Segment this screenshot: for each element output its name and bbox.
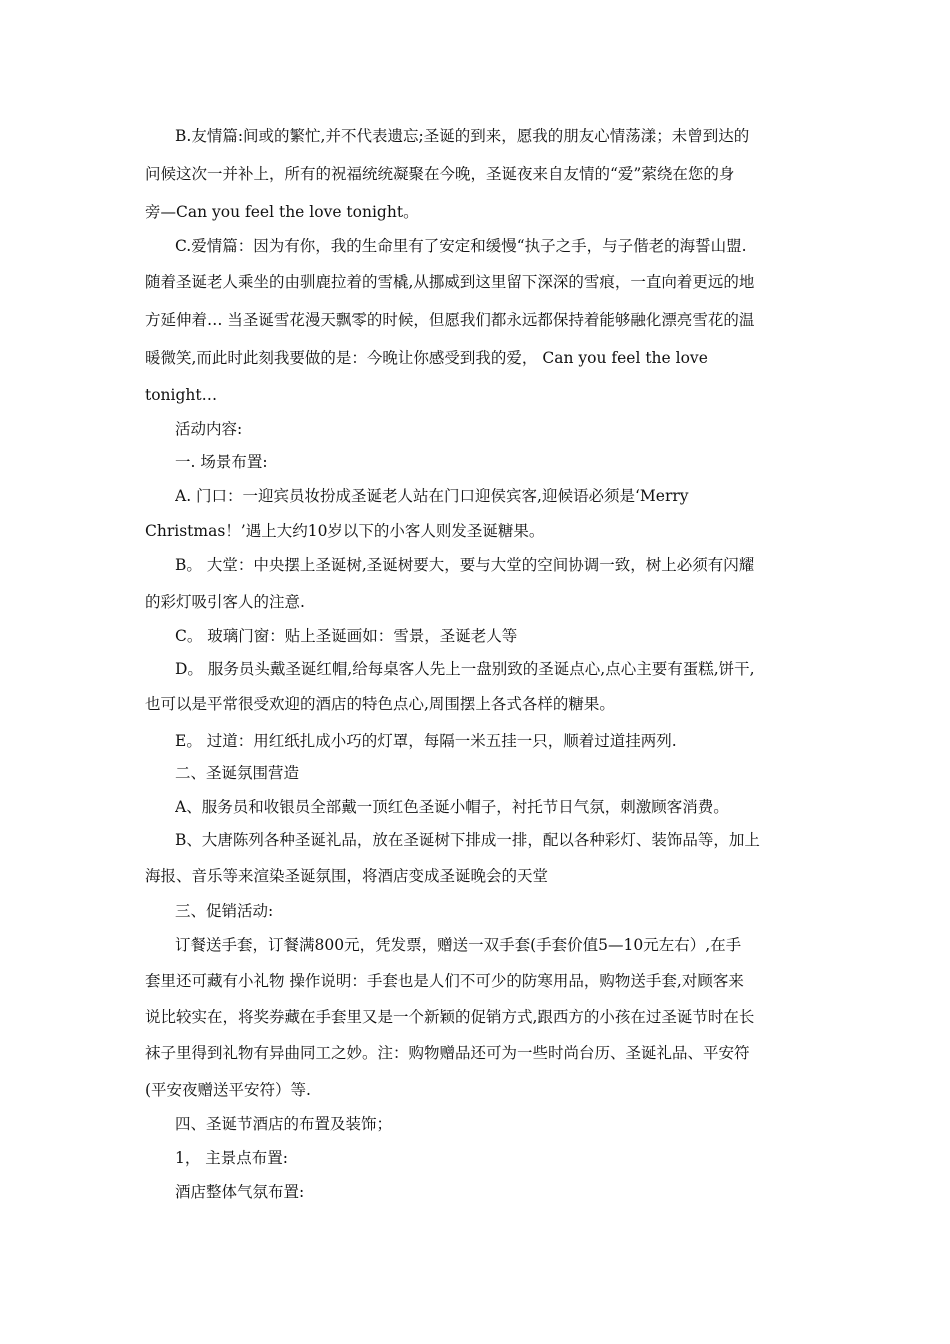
item-c-glass-doors: C。 玻璃门窗：贴上圣诞画如：雪景，圣诞老人等	[175, 627, 518, 645]
paragraph-love-line-4: 暖微笑,而此时此刻我要做的是：今晚让你感受到我的爱， Can you feel the love	[145, 349, 708, 367]
paragraph-gloves-line-1: 订餐送手套，订餐满800元，凭发票，赠送一双手套(手套价值5—10元左右）,在手	[175, 936, 742, 954]
paragraph-friendship-line-2: 问候这次一并补上，所有的祝福统统凝聚在今晚，圣诞夜来自友情的“爱”萦绕在您的身	[145, 165, 735, 183]
item-main-scene: 1， 主景点布置:	[175, 1149, 289, 1167]
item-overall-atmosphere: 酒店整体气氛布置:	[175, 1183, 305, 1201]
paragraph-love-line-1: C.爱情篇：因为有你，我的生命里有了安定和缓慢“执子之手，与子偕老的海誓山盟.	[175, 237, 747, 255]
paragraph-friendship-line-1: B.友情篇:间或的繁忙,并不代表遗忘;圣诞的到来，愿我的朋友心情荡漾；未曾到达的	[175, 127, 750, 145]
heading-hotel-decoration: 四、圣诞节酒店的布置及装饰；	[175, 1115, 393, 1133]
item-b-lobby-line-2: 的彩灯吸引客人的注意.	[145, 593, 305, 611]
paragraph-gloves-line-2: 套里还可藏有小礼物 操作说明：手套也是人们不可少的防寒用品，购物送手套,对顾客来	[145, 972, 744, 990]
item-d-staff-line-2: 也可以是平常很受欢迎的酒店的特色点心,周围摆上各式各样的糖果。	[145, 695, 615, 713]
item-b-gifts-line-2: 海报、音乐等来渲染圣诞氛围，将酒店变成圣诞晚会的天堂	[145, 867, 549, 885]
item-a-hats: A、服务员和收银员全部戴一顶红色圣诞小帽子，衬托节日气氛，刺激顾客消费。	[175, 798, 729, 816]
paragraph-gloves-line-4: 袜子里得到礼物有异曲同工之妙。注：购物赠品还可为一些时尚台历、圣诞礼品、平安符	[145, 1044, 750, 1062]
paragraph-friendship-line-3: 旁—Can you feel the love tonight。	[145, 203, 419, 221]
paragraph-love-line-3: 方延伸着… 当圣诞雪花漫天飘零的时候，但愿我们都永远都保持着能够融化漂亮雪花的温	[145, 311, 755, 329]
item-b-lobby-line-1: B。 大堂：中央摆上圣诞树,圣诞树要大，要与大堂的空间协调一致，树上必须有闪耀	[175, 556, 755, 574]
item-b-gifts-line-1: B、大唐陈列各种圣诞礼品，放在圣诞树下排成一排，配以各种彩灯、装饰品等，加上	[175, 831, 760, 849]
item-a-door-line-1: A. 门口：一迎宾员妆扮成圣诞老人站在门口迎侯宾客,迎候语必须是‘Merry	[175, 487, 689, 505]
item-e-corridor: E。 过道：用红纸扎成小巧的灯罩，每隔一米五挂一只，顺着过道挂两列.	[175, 732, 677, 750]
item-d-staff-line-1: D。 服务员头戴圣诞红帽,给每桌客人先上一盘别致的圣诞点心,点心主要有蛋糕,饼干,	[175, 660, 755, 678]
paragraph-gloves-line-3: 说比较实在，将奖券藏在手套里又是一个新颖的促销方式,跟西方的小孩在过圣诞节时在长	[145, 1008, 755, 1026]
heading-christmas-atmosphere: 二、圣诞氛围营造	[175, 764, 300, 782]
paragraph-gloves-line-5: (平安夜赠送平安符）等.	[145, 1081, 311, 1099]
item-a-door-line-2: Christmas！’遇上大约10岁以下的小客人则发圣诞糖果。	[145, 522, 545, 540]
heading-promotion: 三、促销活动:	[175, 902, 274, 920]
paragraph-love-line-5: tonight…	[145, 386, 218, 404]
heading-activity-content: 活动内容:	[175, 420, 243, 438]
heading-scene-setup: 一. 场景布置:	[175, 453, 268, 471]
paragraph-love-line-2: 随着圣诞老人乘坐的由驯鹿拉着的雪橇,从挪威到这里留下深深的雪痕，一直向着更远的地	[145, 273, 755, 291]
